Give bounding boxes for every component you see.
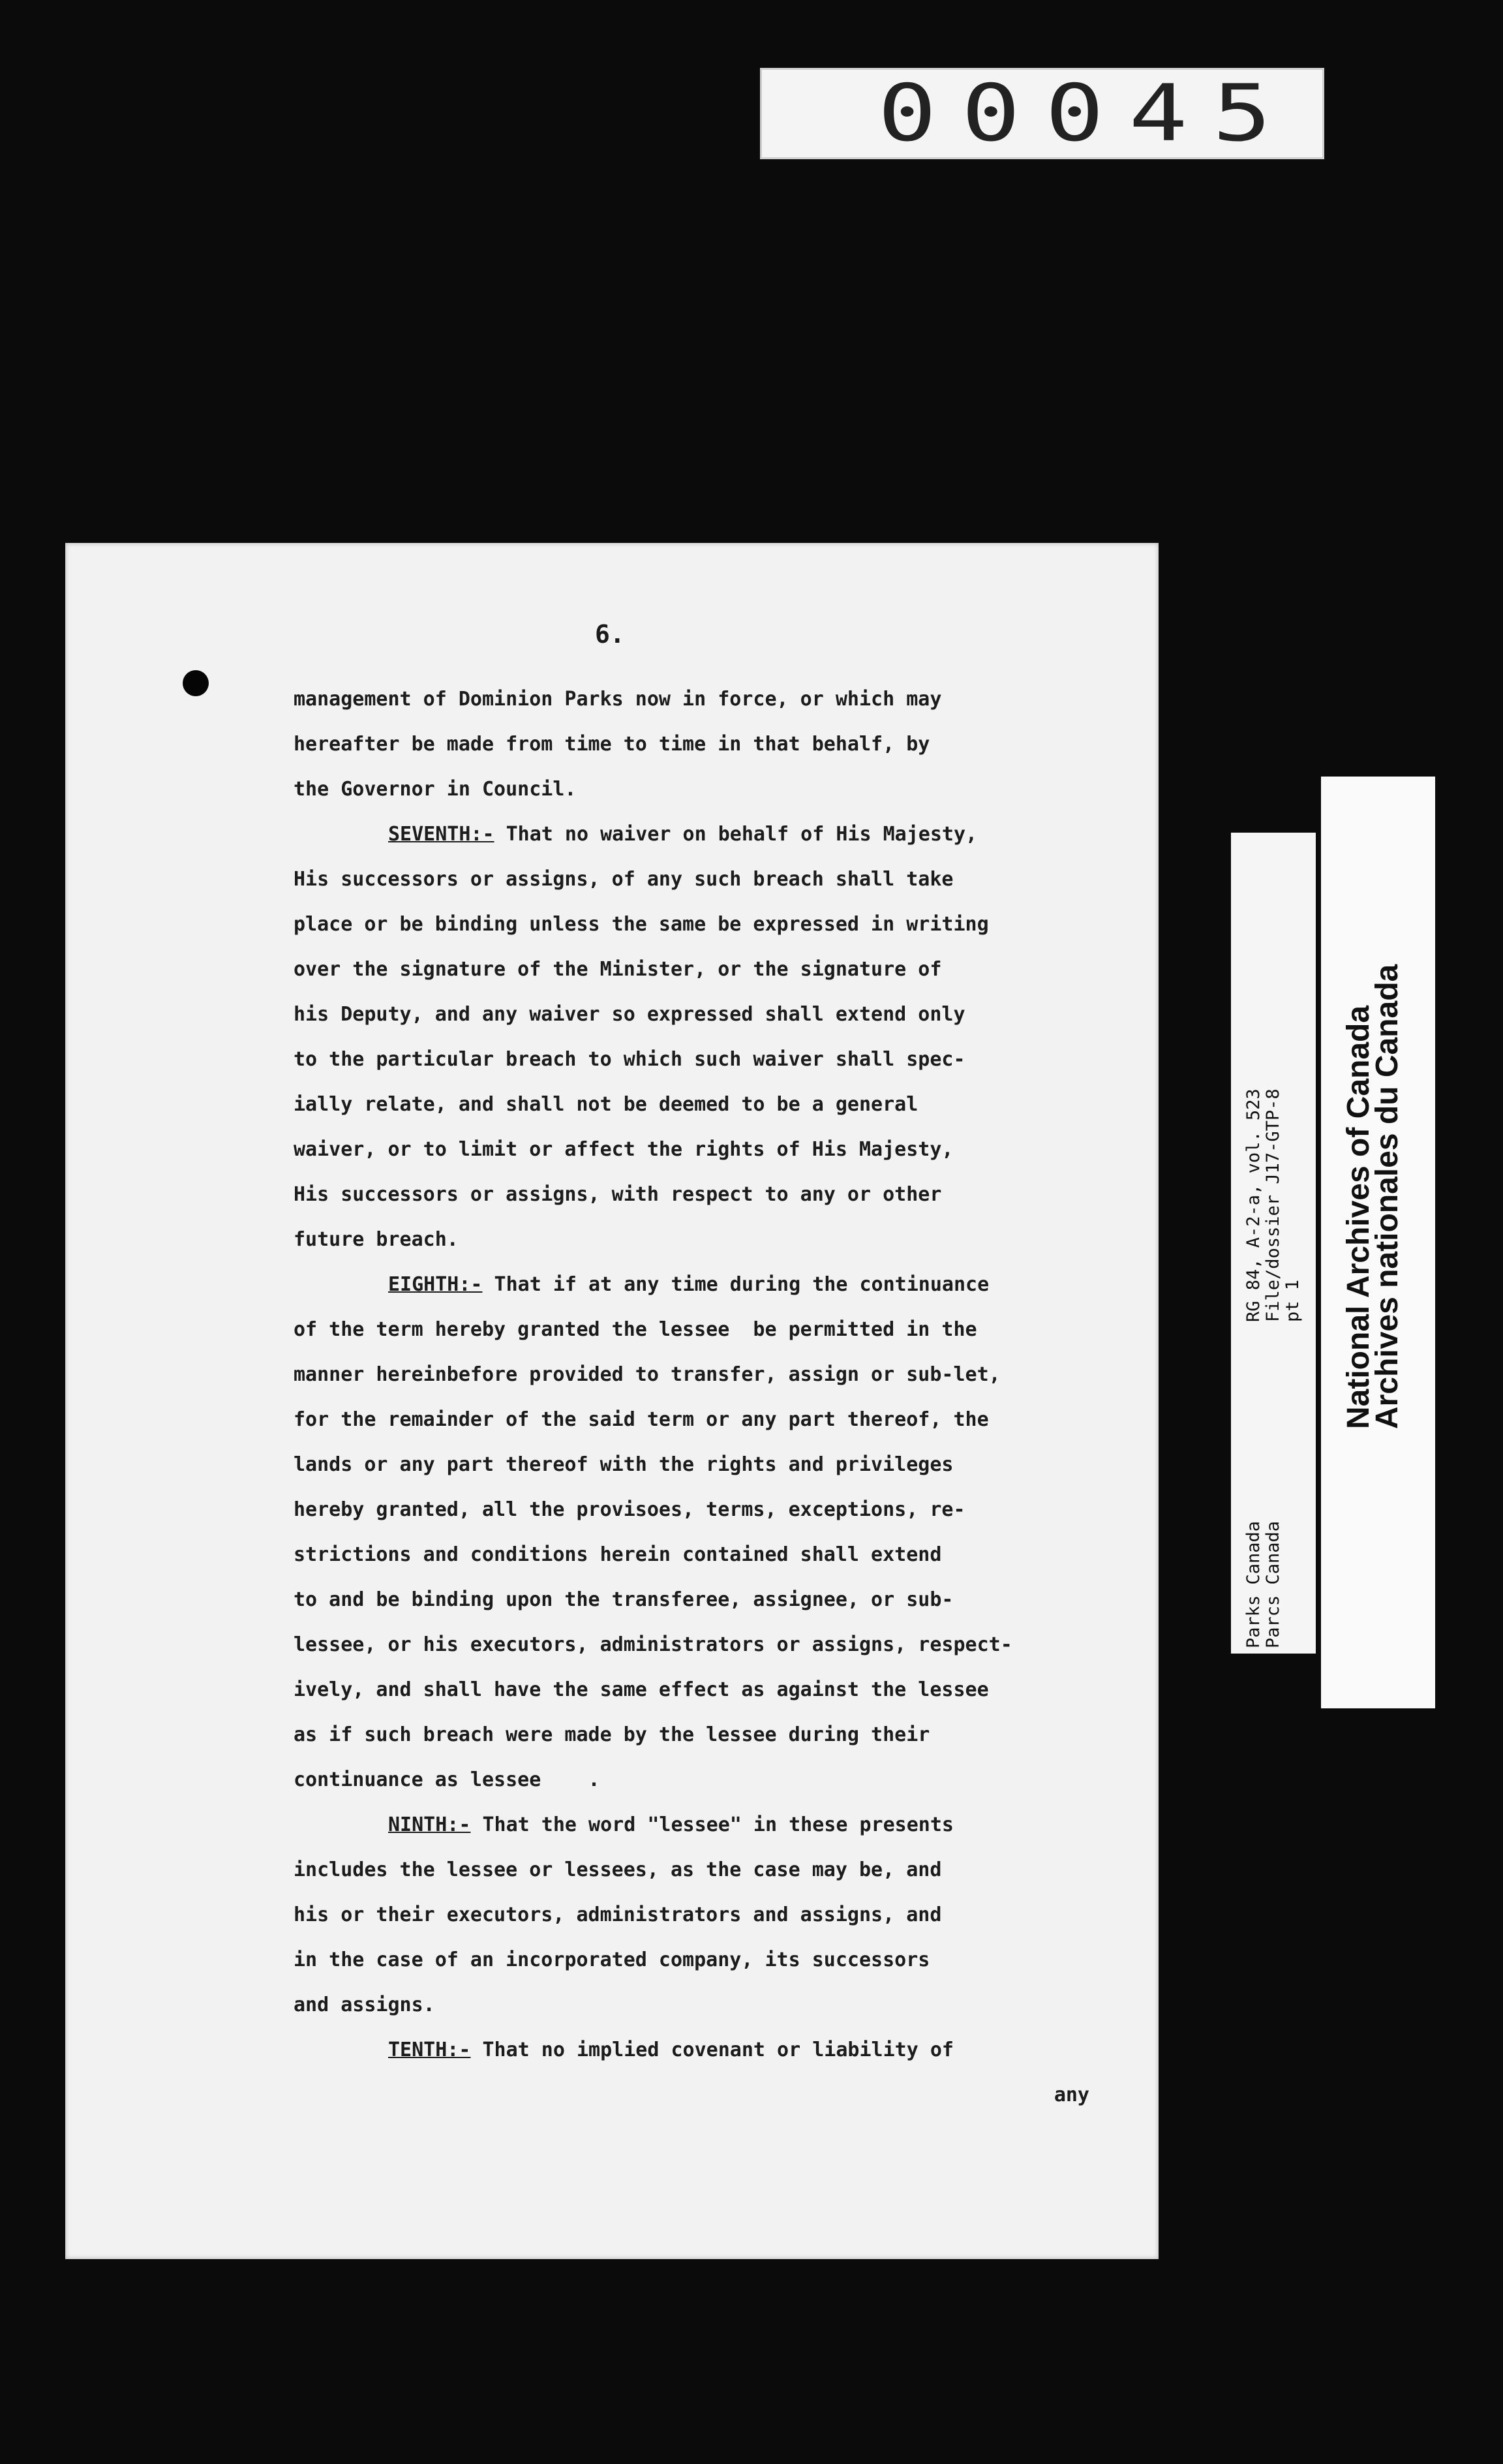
line-text: His successors or assigns, of any such breach shall take: [294, 868, 954, 891]
clause-heading: EIGHTH:-: [388, 1273, 483, 1296]
clause-heading: SEVENTH:-: [388, 823, 494, 846]
line-text: place or be binding unless the same be expressed in writing: [294, 913, 989, 936]
text-line: [294, 1577, 1109, 1622]
line-text: His successors or assigns, with respect to any or other: [294, 1183, 942, 1206]
text-line: [294, 1127, 1109, 1172]
line-text: continuance as lessee .: [294, 1768, 600, 1791]
text-line: [294, 1622, 1109, 1667]
text-line: [294, 992, 1109, 1037]
text-line: [294, 1262, 1109, 1307]
frame-number: 00045: [877, 68, 1296, 159]
line-text: and assigns.: [294, 1994, 435, 2016]
text-line: [294, 857, 1109, 902]
line-text: his or their executors, administrators and assigns, and: [294, 1903, 942, 1926]
line-text: his Deputy, and any waiver so expressed shall extend only: [294, 1003, 965, 1026]
text-line: [294, 1037, 1109, 1082]
line-text: future breach.: [294, 1228, 459, 1251]
document-page: [65, 543, 1159, 2259]
text-line: [294, 767, 1109, 812]
frame-number-label: [760, 68, 1324, 159]
line-text: management of Dominion Parks now in force, or which may: [294, 688, 942, 711]
text-line: [294, 1667, 1109, 1712]
line-text: strictions and conditions herein contained shall extend: [294, 1543, 942, 1566]
line-text: That if at any time during the continuance: [482, 1273, 990, 1296]
punch-hole: [183, 670, 209, 696]
text-line: [294, 1487, 1109, 1532]
line-text: over the signature of the Minister, or the signature of: [294, 958, 942, 981]
document-body: [294, 677, 1109, 2118]
line-text: hereby granted, all the provisoes, terms, exceptions, re-: [294, 1498, 965, 1521]
line-text: hereafter be made from time to time in that behalf, by: [294, 733, 930, 756]
line-text: That no implied covenant or liability of: [470, 2039, 954, 2061]
archive-label: [1321, 777, 1435, 1708]
text-line: [294, 1172, 1109, 1217]
text-line: [294, 1712, 1109, 1757]
text-line: [294, 1082, 1109, 1127]
reference-call-number: RG 84, A-2-a, vol. 523 File/dossier J17-GTP-8 pt 1: [1243, 1088, 1303, 1322]
line-text: ially relate, and shall not be deemed to be a general: [294, 1093, 918, 1116]
text-line: [294, 1982, 1109, 2027]
text-line: [294, 947, 1109, 992]
line-text: in the case of an incorporated company, its successors: [294, 1948, 930, 1971]
catchword: any: [1054, 2084, 1089, 2106]
line-text: That no waiver on behalf of His Majesty,: [494, 823, 978, 846]
text-line: [294, 1307, 1109, 1352]
text-line: [294, 1397, 1109, 1442]
line-text: of the term hereby granted the lessee be permitted in the: [294, 1318, 977, 1341]
archive-name: National Archives of Canada Archives nationales du Canada: [1341, 964, 1404, 1429]
text-line: [294, 677, 1109, 722]
line-text: the Governor in Council.: [294, 778, 577, 801]
text-line: [294, 2027, 1109, 2072]
text-line: [294, 1352, 1109, 1397]
line-text: lands or any part thereof with the rights and privileges: [294, 1453, 954, 1476]
line-text: lessee, or his executors, administrators or assigns, respect-: [294, 1633, 1012, 1656]
line-text: to the particular breach to which such waiver shall spec-: [294, 1048, 965, 1071]
reference-label: [1231, 833, 1316, 1654]
line-text: to and be binding upon the transferee, assignee, or sub-: [294, 1588, 954, 1611]
text-line: [294, 722, 1109, 767]
line-text: for the remainder of the said term or any part thereof, the: [294, 1408, 989, 1431]
clause-heading: NINTH:-: [388, 1813, 471, 1836]
text-line: [294, 1802, 1109, 1847]
text-line: [294, 1847, 1109, 1892]
line-text: waiver, or to limit or affect the rights of His Majesty,: [294, 1138, 954, 1161]
text-line: [294, 1892, 1109, 1937]
line-text: manner hereinbefore provided to transfer, assign or sub-let,: [294, 1363, 1001, 1386]
text-line: [294, 1442, 1109, 1487]
text-line: [294, 1937, 1109, 1982]
text-line: [294, 1532, 1109, 1577]
text-line: [294, 1757, 1109, 1802]
page-number: 6.: [595, 620, 625, 649]
text-line: [294, 1217, 1109, 1262]
text-line: [294, 902, 1109, 947]
line-text: That the word "lessee" in these presents: [470, 1813, 954, 1836]
line-text: includes the lessee or lessees, as the case may be, and: [294, 1858, 942, 1881]
line-text: as if such breach were made by the lessee during their: [294, 1723, 930, 1746]
clause-heading: TENTH:-: [388, 2039, 471, 2061]
line-text: ively, and shall have the same effect as against the lessee: [294, 1678, 989, 1701]
reference-agency: Parks Canada Parcs Canada: [1243, 1520, 1283, 1648]
text-line: [294, 812, 1109, 857]
